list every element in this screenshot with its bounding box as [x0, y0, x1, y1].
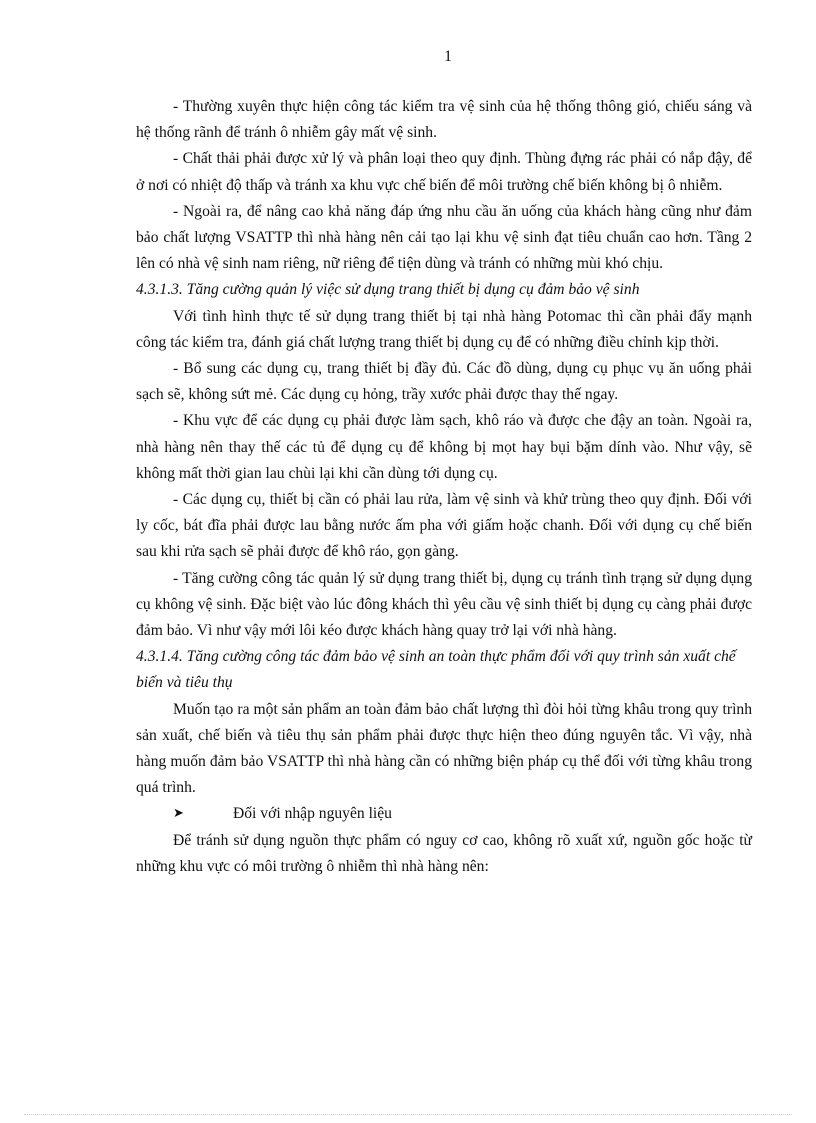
paragraph: Để tránh sử dụng nguồn thực phẩm có nguy cơ cao, không rõ xuất xứ, nguồn gốc hoặc từ những khu vực có môi trường ô nhiễm thì nhà hàng nên:	[136, 831, 752, 875]
page-number: 1	[444, 48, 452, 65]
bullet-item	[136, 801, 752, 827]
paragraph: - Ngoài ra, để nâng cao khả năng đáp ứng nhu cầu ăn uống của khách hàng cũng như đảm bảo chất lượng VSATTP thì nhà hàng nên cải tạo lại khu vệ sinh đạt tiêu chuẩn cao hơn. Tầng 2 lên có nhà vệ sinh nam riêng, nữ riêng để tiện dùng và tránh có những mùi khó chịu.	[136, 202, 752, 273]
paragraph: Muốn tạo ra một sản phẩm an toàn đảm bảo chất lượng thì đòi hỏi từng khâu trong quy trình sản xuất, chế biến và tiêu thụ sản phẩm phải được thực hiện theo đúng nguyên tắc. Vì vậy, nhà hàng muốn đảm bảo VSATTP thì nhà hàng cần có những biện pháp cụ thể đối với từng khâu trong quá trình.	[136, 700, 752, 797]
section-heading: 4.3.1.4. Tăng cường công tác đảm bảo vệ sinh an toàn thực phẩm đối với quy trình sản xuất chế biến và tiêu thụ	[136, 648, 736, 692]
paragraph: - Thường xuyên thực hiện công tác kiểm tra vệ sinh của hệ thống thông gió, chiếu sáng và hệ thống rãnh để tránh ô nhiễm gây mất vệ sinh.	[136, 98, 752, 142]
bullet-text: Đối với nhập nguyên liệu	[233, 805, 392, 823]
page-bottom-divider	[24, 1114, 792, 1115]
paragraph: - Các dụng cụ, thiết bị cần có phải lau rửa, làm vệ sinh và khử trùng theo quy định. Đối với ly cốc, bát đĩa phải được lau bằng nước ấm pha với giấm hoặc chanh. Đối với dụng cụ chế biến sau khi rửa sạch sẽ phải được để khô ráo, gọn gàng.	[136, 491, 752, 561]
paragraph: - Tăng cường công tác quản lý sử dụng trang thiết bị, dụng cụ tránh tình trạng sử dụng dụng cụ không vệ sinh. Đặc biệt vào lúc đông khách thì yêu cầu vệ sinh thiết bị dụng cụ càng phải được đảm bảo. Vì như vậy mới lôi kéo được khách hàng quay trở lại với nhà hàng.	[136, 569, 752, 640]
paragraph: - Bổ sung các dụng cụ, trang thiết bị đầy đủ. Các đồ dùng, dụng cụ phục vụ ăn uống phải sạch sẽ, không sứt mẻ. Các dụng cụ hỏng, trầy xước phải được thay thế ngay.	[136, 360, 752, 404]
document-body	[136, 94, 752, 880]
paragraph: Với tình hình thực tế sử dụng trang thiết bị tại nhà hàng Potomac thì cần phải đẩy mạnh công tác kiểm tra, đánh giá chất lượng trang thiết bị dụng cụ để có những điều chỉnh kịp thời.	[136, 307, 752, 351]
arrow-bullet-icon: ➤	[173, 806, 184, 822]
paragraph: - Khu vực để các dụng cụ phải được làm sạch, khô ráo và được che đậy an toàn. Ngoài ra, nhà hàng nên thay thế các tủ để dụng cụ để không bị mọt hay bụi bặm dính vào. Như vậy, sẽ không mất thời gian lau chùi lại khi cần dùng tới dụng cụ.	[136, 412, 752, 482]
paragraph: - Chất thải phải được xử lý và phân loại theo quy định. Thùng đựng rác phải có nắp đậy, để ở nơi có nhiệt độ thấp và tránh xa khu vực chế biến để môi trường chế biến không bị ô nhiễm.	[136, 150, 752, 194]
section-heading: 4.3.1.3. Tăng cường quản lý việc sử dụng trang thiết bị dụng cụ đảm bảo vệ sinh	[136, 281, 640, 299]
